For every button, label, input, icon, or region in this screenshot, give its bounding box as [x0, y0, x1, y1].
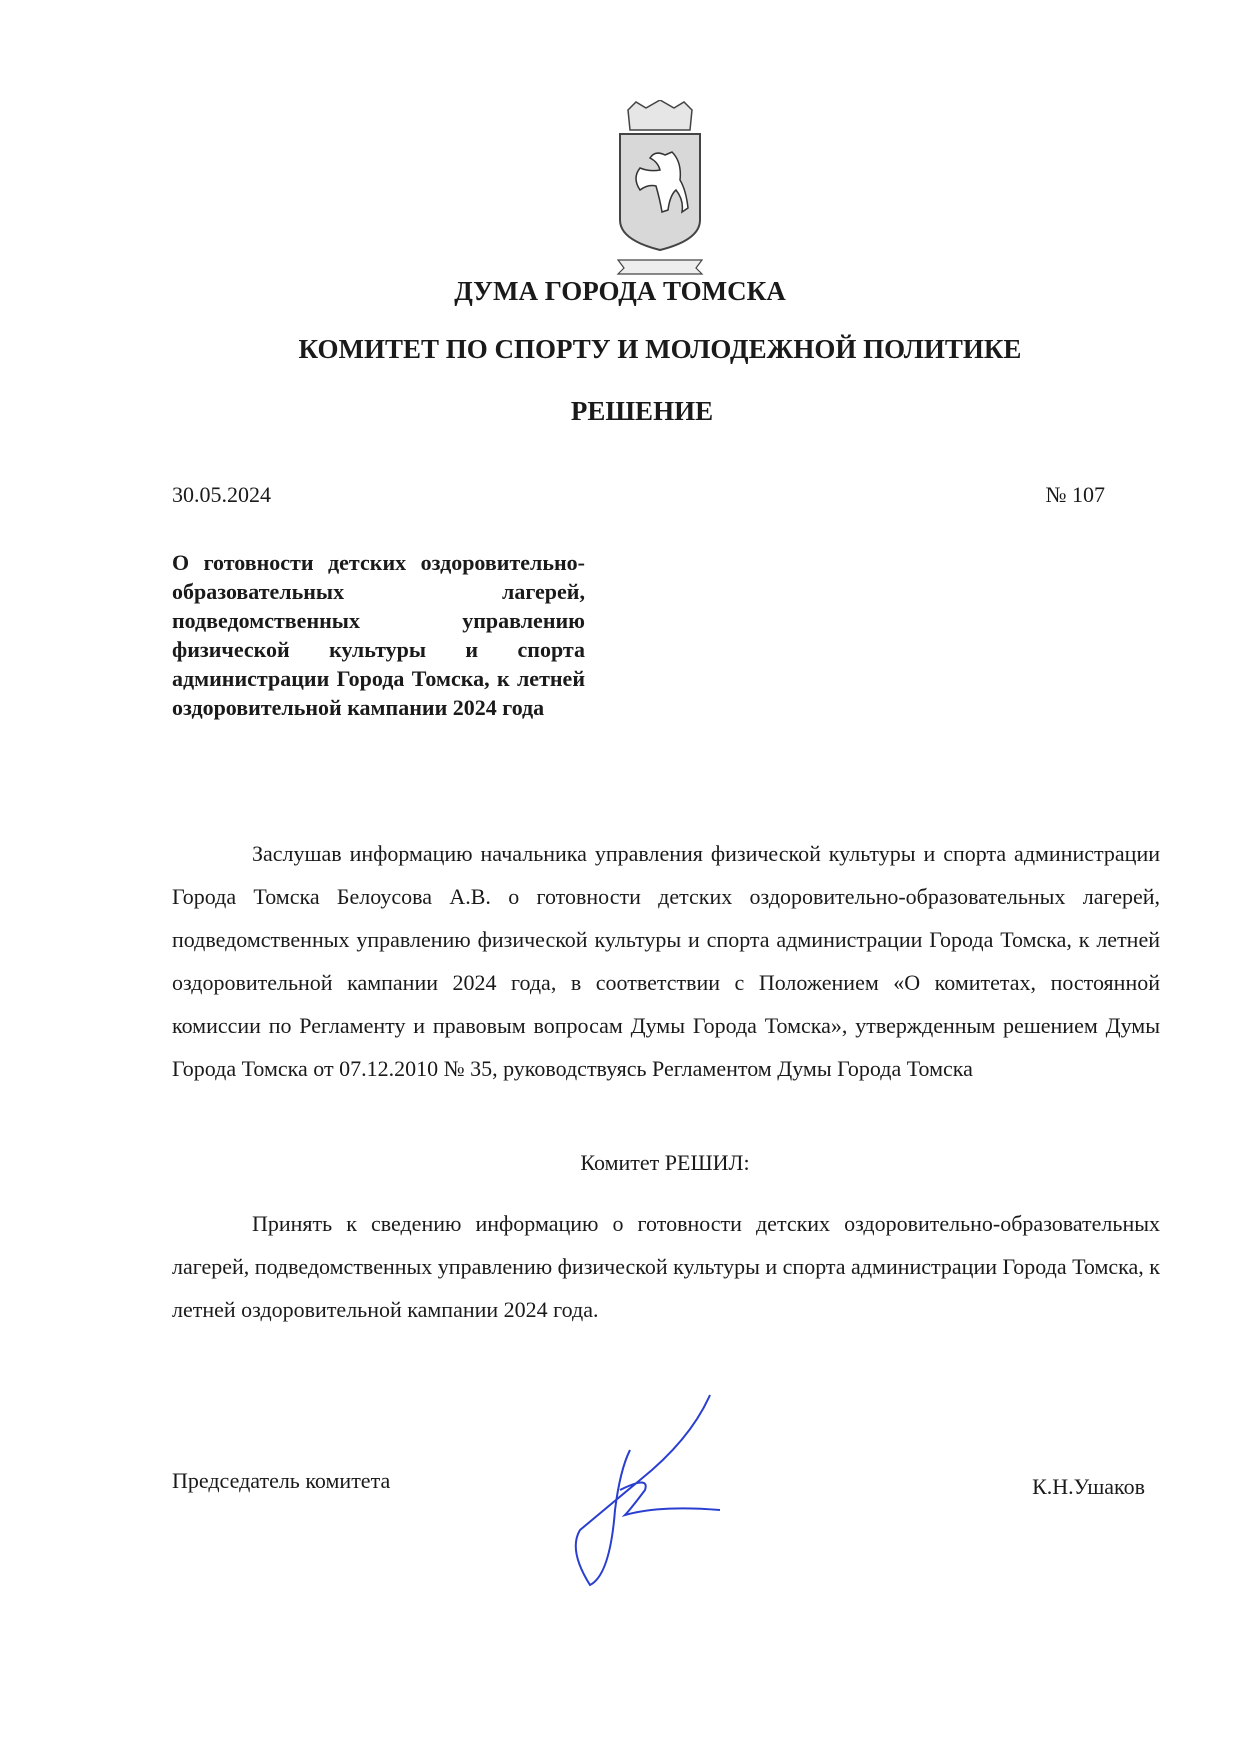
document-date: 30.05.2024: [172, 482, 271, 507]
handwritten-signature: [570, 1390, 770, 1590]
signatory-position: Председатель комитета: [172, 1468, 391, 1493]
document-number: № 107: [1045, 482, 1105, 507]
tomsk-coat-of-arms-emblem: [610, 100, 710, 278]
signatory-name: К.Н.Ушаков: [1032, 1474, 1145, 1499]
organization-title: ДУМА ГОРОДА ТОМСКА: [454, 276, 786, 306]
document-type-heading: РЕШЕНИЕ: [570, 396, 714, 426]
body-paragraph-preamble: Заслушав информацию начальника управления физической культуры и спорта администрации Города Томска Белоусова А.В. о готовности детских оздоровительно-образовательных лагерей, подведомственных управлению физической культуры и спорта администрации Города Томска, к летней оздоровительной кампании 2024 года, в соответствии с Положением «О комитетах, постоянной комиссии по Регламенту и правовым вопросам Думы Города Томска», утвержденным решением Думы Города Томска от 07.12.2010 № 35, руководствуясь Регламентом Думы Города Томска: [172, 841, 1160, 1081]
committee-title: КОМИТЕТ ПО СПОРТУ И МОЛОДЕЖНОЙ ПОЛИТИКЕ: [298, 334, 1022, 364]
document-subject: О готовности детских оздоровительно-образовательных лагерей, подведомственных управлению физической культуры и спорта администрации Города Томска, к летней оздоровительной кампании 2024 года: [172, 550, 585, 720]
resolution-heading: Комитет РЕШИЛ:: [580, 1150, 750, 1175]
body-paragraph-decision: Принять к сведению информацию о готовности детских оздоровительно-образовательных лагерей, подведомственных управлению физической культуры и спорта администрации Города Томска, к летней оздоровительной кампании 2024 года.: [172, 1211, 1160, 1322]
